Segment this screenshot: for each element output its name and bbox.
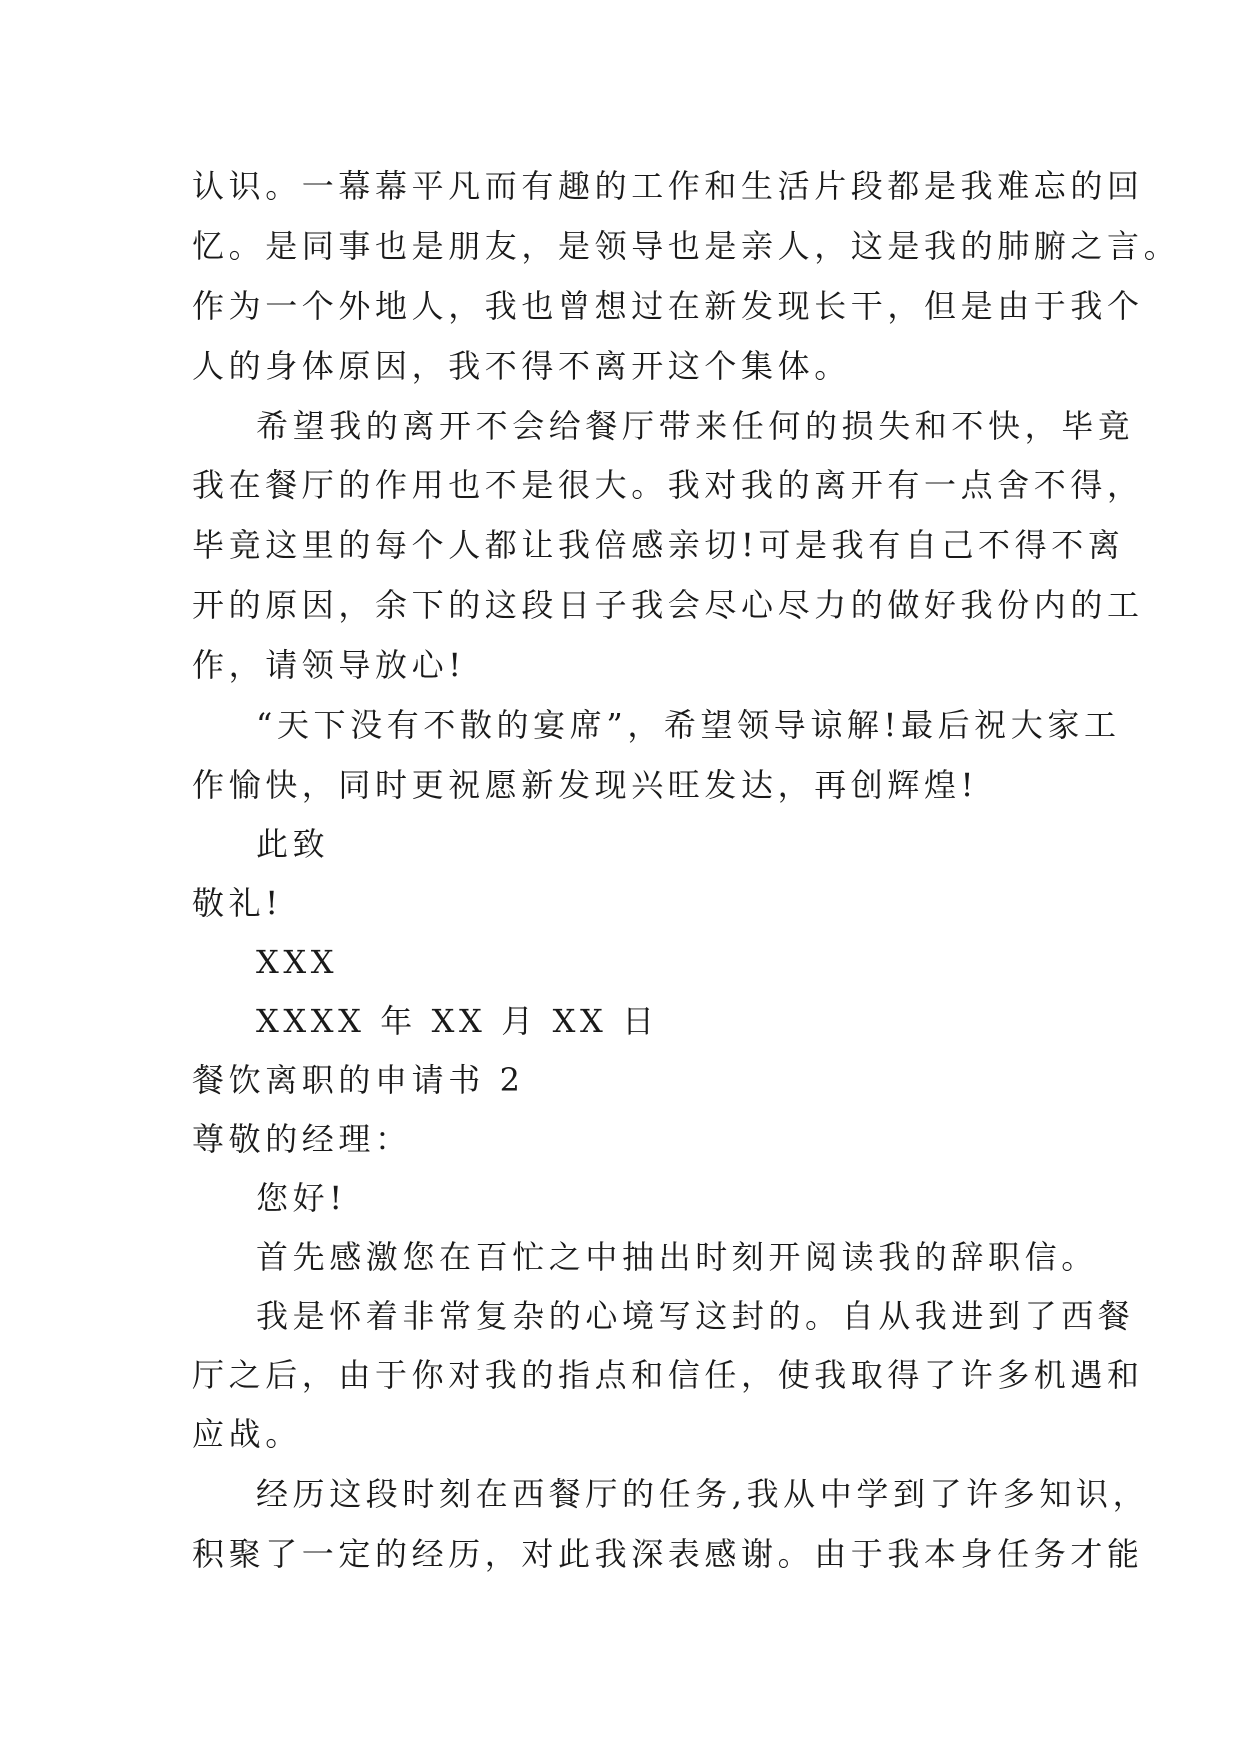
text-line: 认识。一幕幕平凡而有趣的工作和生活片段都是我难忘的回 (192, 167, 1144, 205)
signature-date: XXXX 年 XX 月 XX 日 (256, 1002, 659, 1040)
text-line: 积聚了一定的经历，对此我深表感谢。由于我本身任务才能 (192, 1535, 1144, 1573)
text-line: 毕竟这里的每个人都让我倍感亲切!可是我有自己不得不离 (192, 526, 1125, 564)
text-line: 希望我的离开不会给餐厅带来任何的损失和不快，毕竟 (256, 407, 1135, 445)
text-line: 厅之后，由于你对我的指点和信任，使我取得了许多机遇和 (192, 1356, 1144, 1394)
text-line: 作愉快，同时更祝愿新发现兴旺发达，再创辉煌! (192, 766, 979, 804)
closing-line: 敬礼! (192, 884, 283, 922)
text-line: 我在餐厅的作用也不是很大。我对我的离开有一点舍不得， (192, 466, 1144, 504)
text-line: 忆。是同事也是朋友，是领导也是亲人，这是我的肺腑之言。 (192, 227, 1181, 265)
text-line: 作，请领导放心! (192, 646, 466, 684)
section-title: 餐饮离职的申请书 2 (192, 1061, 525, 1099)
text-line: 作为一个外地人，我也曾想过在新发现长干，但是由于我个 (192, 287, 1144, 325)
closing-line: 此致 (256, 825, 330, 863)
text-line: 经历这段时刻在西餐厅的任务,我从中学到了许多知识， (256, 1475, 1150, 1513)
text-line: 应战。 (192, 1415, 302, 1453)
text-line: 开的原因，余下的这段日子我会尽心尽力的做好我份内的工 (192, 586, 1144, 624)
text-line: 我是怀着非常复杂的心境写这封的。自从我进到了西餐 (256, 1297, 1135, 1335)
text-line: “天下没有不散的宴席”，希望领导谅解!最后祝大家工 (256, 706, 1121, 744)
signature-name: XXX (256, 943, 339, 981)
salutation: 尊敬的经理： (192, 1120, 412, 1158)
text-line: 人的身体原因，我不得不离开这个集体。 (192, 347, 851, 385)
greeting: 您好! (256, 1179, 347, 1217)
text-line: 首先感激您在百忙之中抽出时刻开阅读我的辞职信。 (256, 1238, 1098, 1276)
